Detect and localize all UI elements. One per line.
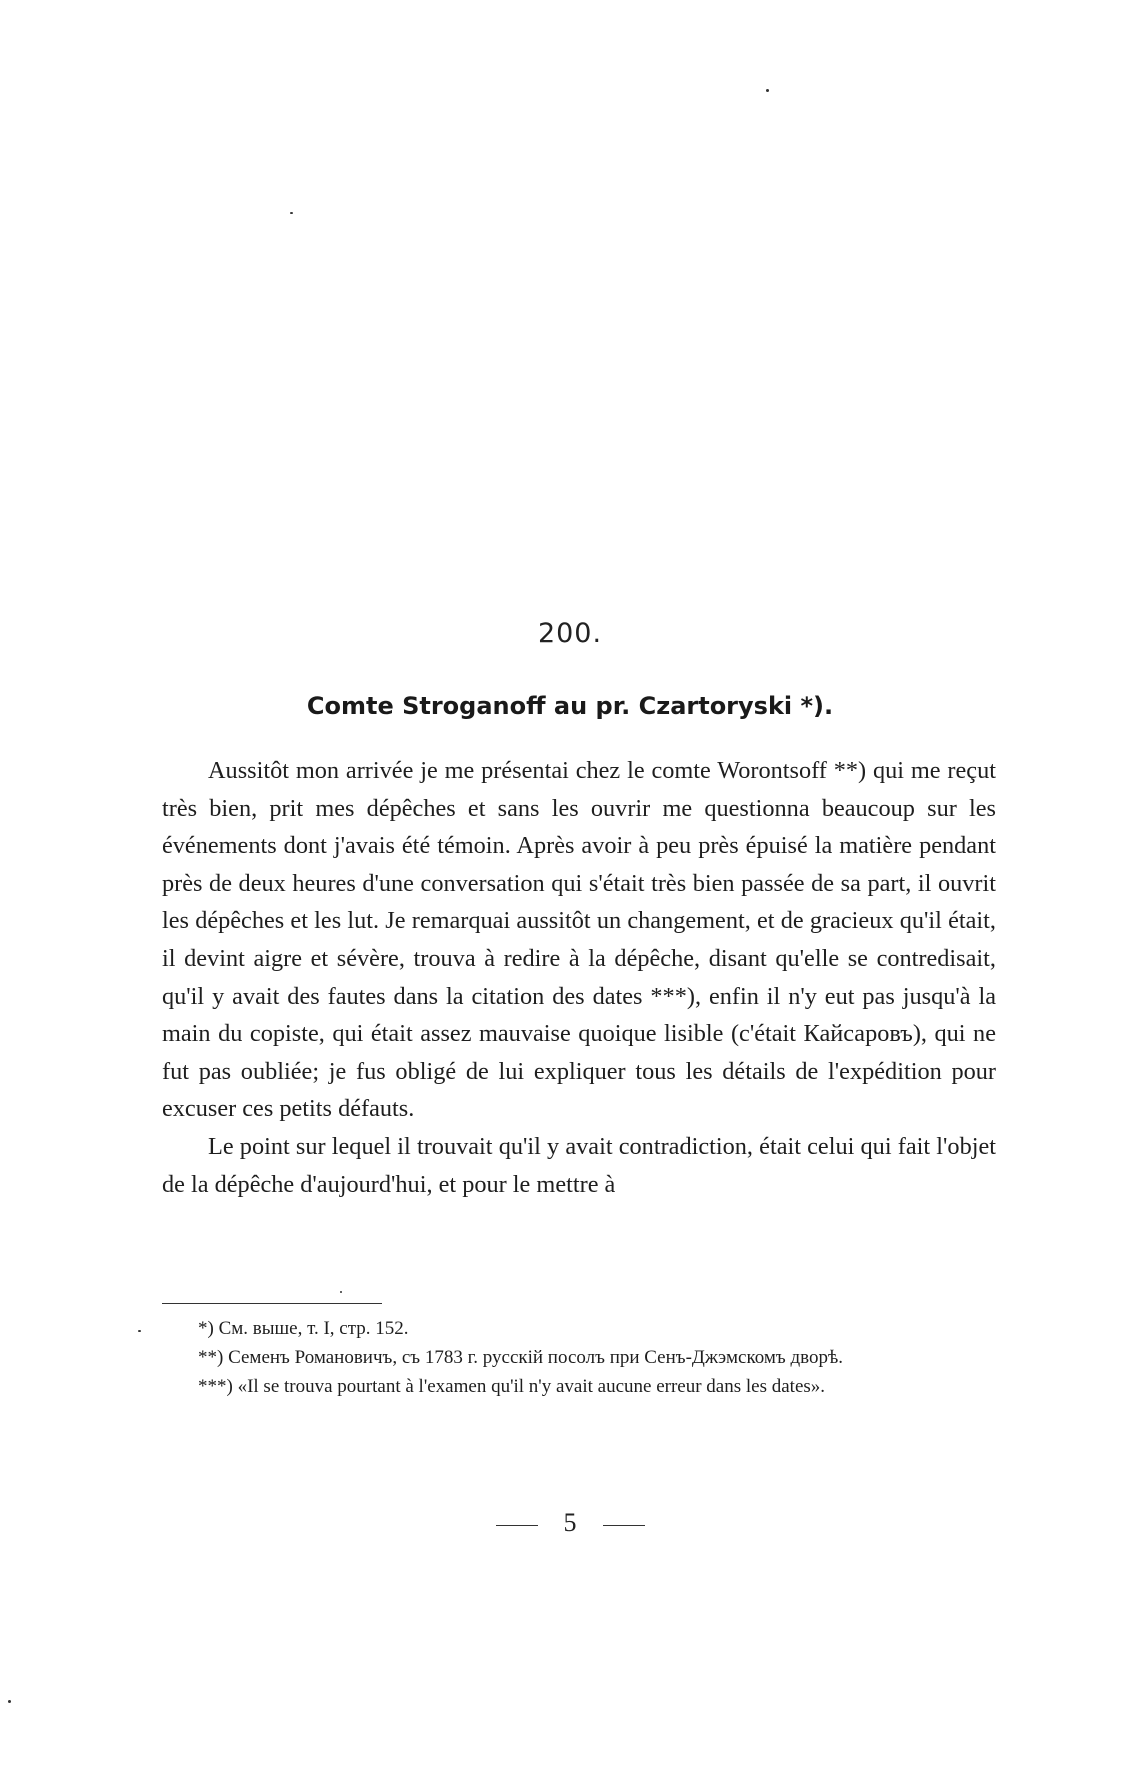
scan-speck xyxy=(340,1291,342,1293)
paragraph: Le point sur lequel il trouvait qu'il y avait contradiction, était celui qui fait l'objet de la dépêche d'aujourd'hui, et pour le mettre à xyxy=(162,1132,996,1198)
footnote-divider xyxy=(162,1303,382,1304)
footnote: *) См. выше, т. I, стр. 152. xyxy=(198,1318,409,1339)
body-text xyxy=(162,752,996,1203)
paragraph: Aussitôt mon arrivée je me présentai chez le comte Worontsoff **) qui me reçut très bien, prit mes dépêches et sans les ouvrir me questionna beaucoup sur les événements dont j'avais été témoin. Après avoir à peu près épuisé la matière pendant près de deux heures d'une conversation qui s'était très bien passée de sa part, il ouvrit les dépêches et les lut. Je remarquai aussitôt un changement, et de gracieux qu'il était, il devint aigre et sévère, trouva à redire à la dépêche, disant qu'elle se contredisait, qu'il y avait des fautes dans la citation des dates ***), enfin il n'y eut pas jusqu'à la main du copiste, qui était assez mauvaise quoique lisible (c'était Кайсаровъ), qui ne fut pas oubliée; je fus obligé de lui expliquer tous les détails de l'expédition pour excuser ces petits défauts. xyxy=(162,757,996,1123)
page-number-dash xyxy=(603,1525,645,1526)
scan-speck xyxy=(766,89,769,92)
page-number: 5 xyxy=(563,1508,577,1537)
scan-speck xyxy=(138,1330,141,1332)
page-number-footer xyxy=(0,1508,1140,1538)
document-number: 200. xyxy=(537,618,603,649)
footnotes xyxy=(162,1314,996,1401)
footnote: ***) «Il se trouva pourtant à l'examen qu'il n'y avait aucune erreur dans les dates». xyxy=(198,1376,826,1397)
footnote: **) Семенъ Романовичъ, съ 1783 г. русскій посолъ при Сенъ-Джэмскомъ дворѣ. xyxy=(198,1347,844,1368)
page-number-dash xyxy=(496,1525,538,1526)
scan-speck xyxy=(8,1700,11,1703)
letter-title: Comte Stroganoff au pr. Czartoryski *). xyxy=(306,692,834,720)
scan-speck xyxy=(290,212,293,214)
